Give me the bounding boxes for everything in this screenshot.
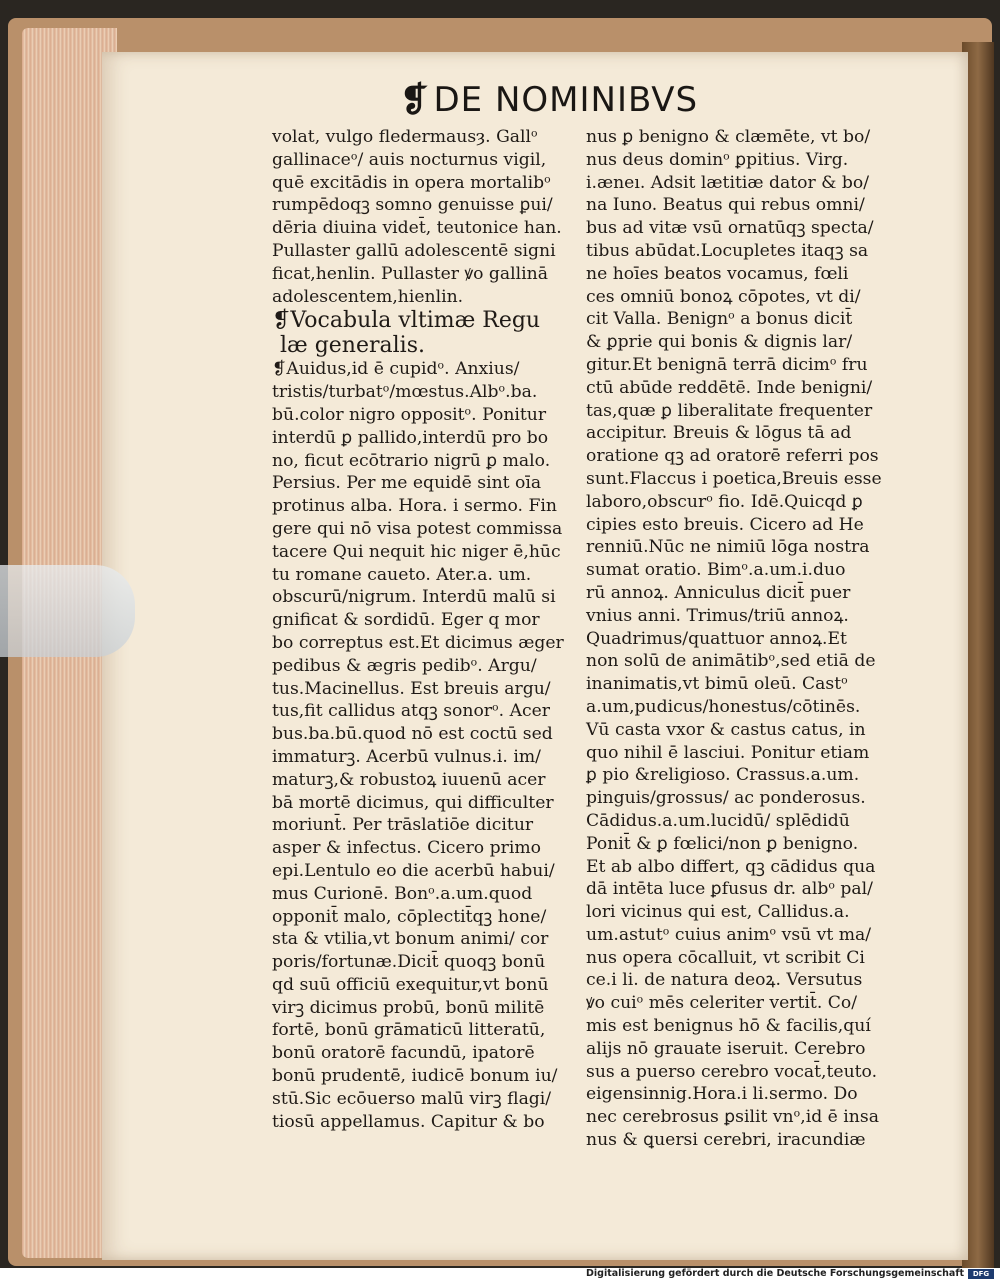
text-line: tacere Qui nequit hic niger ē,hūc xyxy=(272,541,561,562)
text-line: na Iuno. Beatus qui rebus omni/ xyxy=(586,195,865,216)
footer-bar xyxy=(0,1268,1000,1280)
text-line: a.um,pudicus/honestus/cōtinēs. xyxy=(586,696,861,717)
text-line: Ponit̄ & ꝑ fœlici/non ꝑ benigno. xyxy=(586,833,859,854)
scale-ruler xyxy=(0,565,135,657)
text-line: ❡Vocabula vltimæ Regu xyxy=(272,308,541,334)
text-line: rū annoꝝ. Anniculus dicit̄ puer xyxy=(586,582,851,603)
text-line: renniū.Nūc ne nimiū lōga nostra xyxy=(586,537,870,558)
text-line: ne hoīes beatos vocamus, fœli xyxy=(586,263,849,284)
text-line: mis est benignus hō & facilis,quí xyxy=(586,1016,871,1037)
text-line: accipitur. Breuis & lōgus tā ad xyxy=(586,423,852,444)
text-line: bā mortē dicimus, qui difficulter xyxy=(272,792,554,813)
text-line: nec cerebrosus ꝑsilit vnᵒ,id ē insa xyxy=(586,1107,879,1128)
text-line: rumpēdoqꝫ somno genuisse ꝑui/ xyxy=(272,195,553,216)
text-line: epi.Lentulo eo die acerbū habui/ xyxy=(272,860,555,881)
text-line: i.æneı. Adsit lætitiæ dator & bo/ xyxy=(586,172,870,193)
text-line: eigensinnig.Hora.i li.sermo. Do xyxy=(586,1084,858,1105)
text-line: laboro,obscurᵒ fio. Idē.Quicqd ꝑ xyxy=(586,491,863,512)
text-line: sumat oratio. Bimᵒ.a.um.i.duo xyxy=(586,560,846,581)
text-line: ꝑ pio &religioso. Crassus.a.um. xyxy=(586,765,860,786)
text-line: mus Curionē. Bonᵒ.a.um.quod xyxy=(272,883,533,904)
funding-notice: Digitalisierung gefördert durch die Deutsche Forschungsgemeinschaft xyxy=(586,1268,964,1279)
text-line: opponit̄ malo, cōplectit̄qꝫ hone/ xyxy=(272,906,547,927)
text-line: gnificat & sordidū. Eger q mor xyxy=(272,610,540,631)
text-line: tibus abūdat.Locupletes itaqꝫ sa xyxy=(586,240,869,261)
text-line: bo correptus est.Et dicimus æger xyxy=(272,632,564,653)
running-head-text: DE NOMINIBVS xyxy=(433,80,699,120)
text-line: dēria diuina videt̄, teutonice han. xyxy=(272,218,562,239)
text-line: immaturꝫ. Acerbū vulnus.i. im/ xyxy=(272,746,541,767)
text-line: vnius anni. Trimus/triū annoꝝ. xyxy=(586,605,849,626)
pilcrow-mark: ❡ xyxy=(400,80,430,120)
text-line: Quadrimus/quattuor annoꝝ.Et xyxy=(586,628,847,649)
text-line: cipies esto breuis. Cicero ad He xyxy=(586,514,864,535)
text-line: um.astutᵒ cuius animᵒ vsū vt ma/ xyxy=(586,924,872,945)
text-line: ꝟo cuiᵒ mēs celeriter vertit̄. Co/ xyxy=(586,993,858,1014)
text-line: Cādidus.a.um.lucidū/ splēdidū xyxy=(586,810,850,831)
dfg-logo: DFG xyxy=(968,1269,994,1279)
text-line: Et ab albo differt, qꝫ cādidus qua xyxy=(586,856,876,877)
text-line: nus deus dominᵒ ꝑpitius. Virg. xyxy=(586,149,849,170)
text-line: non solū de animātibᵒ,sed etiā de xyxy=(586,651,876,672)
text-line: ❡Auidus,id ē cupidᵒ. Anxius/ xyxy=(272,359,520,380)
text-line: pinguis/grossus/ ac ponderosus. xyxy=(586,788,866,809)
text-line: pedibus & ægris pedibᵒ. Argu/ xyxy=(272,655,537,676)
text-line: qd suū officiū exequitur,vt bonū xyxy=(272,974,549,995)
text-line: tas,quæ ꝑ liberalitate frequenter xyxy=(586,400,873,421)
left-text-column xyxy=(272,126,570,1133)
text-line: nus opera cōcalluit, vt scribit Ci xyxy=(586,947,865,968)
text-line: & ꝑprie qui bonis & dignis lar/ xyxy=(586,332,853,353)
text-line: ce.i li. de natura deoꝝ. Versutus xyxy=(586,970,863,991)
text-line: no, ficut ecōtrario nigrū ꝑ malo. xyxy=(272,450,551,471)
text-line: gere qui nō visa potest commissa xyxy=(272,518,563,539)
text-line: oratione qꝫ ad oratorē referri pos xyxy=(586,446,879,467)
text-line: dā intēta luce ꝑfusus dr. albᵒ pal/ xyxy=(586,879,873,900)
text-line: ctū abūde reddētē. Inde benigni/ xyxy=(586,377,873,398)
text-line: adolescentem,hienlin. xyxy=(272,286,464,307)
text-line: Persius. Per me equidē sint oīa xyxy=(272,473,542,494)
text-line: tus,fit callidus atqꝫ sonorᵒ. Acer xyxy=(272,701,550,722)
text-line: bus ad vitæ vsū ornatūqꝫ specta/ xyxy=(586,218,874,239)
text-line: inanimatis,vt bimū oleū. Castᵒ xyxy=(586,674,848,695)
text-line: læ generalis. xyxy=(280,333,425,359)
text-line: alijs nō grauate iseruit. Cerebro xyxy=(586,1038,866,1059)
text-line: nus & ꝗuersi cerebri, iracundiæ xyxy=(586,1130,866,1151)
text-line: cit Valla. Benignᵒ a bonus dicit̄ xyxy=(586,309,853,330)
text-line: sus a puerso cerebro vocat̄,teuto. xyxy=(586,1061,878,1082)
text-line: ficat,henlin. Pullaster ꝟo gallinā xyxy=(272,263,548,284)
text-line: sta & vtilia,vt bonum animi/ cor xyxy=(272,929,549,950)
text-line: tristis/turbatᵒ/mœstus.Albᵒ.ba. xyxy=(272,382,538,403)
right-text-column xyxy=(586,126,886,1152)
text-line: Pullaster gallū adolescentē signi xyxy=(272,240,556,261)
text-line: fortē, bonū grāmaticū litteratū, xyxy=(272,1020,546,1041)
text-line: gallinaceᵒ/ auis nocturnus vigil, xyxy=(272,149,547,170)
text-line: stū.Sic ecōuerso malū virꝫ flagi/ xyxy=(272,1088,552,1109)
text-line: quo nihil ē lasciui. Ponitur etiam xyxy=(586,742,870,763)
text-line: virꝫ dicimus probū, bonū militē xyxy=(272,997,545,1018)
text-line: quē excitādis in opera mortalibᵒ xyxy=(272,172,551,193)
text-line: gitur.Et benignā terrā dicimᵒ fru xyxy=(586,354,868,375)
text-line: tiosū appellamus. Capitur & bo xyxy=(272,1111,545,1132)
text-line: tus.Macinellus. Est breuis argu/ xyxy=(272,678,551,699)
text-line: poris/fortunæ.Dicit̄ quoqꝫ bonū xyxy=(272,952,546,973)
text-line: tu romane caueto. Ater.a. um. xyxy=(272,564,532,585)
text-line: ces omniū bonoꝝ cōpotes, vt di/ xyxy=(586,286,861,307)
text-line: bus.ba.bū.quod nō est coctū sed xyxy=(272,724,553,745)
text-line: bū.color nigro oppositᵒ. Ponitur xyxy=(272,404,547,425)
text-line: protinus alba. Hora. i sermo. Fin xyxy=(272,496,557,517)
text-line: obscurū/nigrum. Interdū malū si xyxy=(272,587,556,608)
text-line: maturꝫ,& robustoꝝ iuuenū acer xyxy=(272,769,546,790)
text-line: bonū oratorē facundū, ipatorē xyxy=(272,1043,535,1064)
text-line: moriunt̄. Per trāslatiōe dicitur xyxy=(272,815,534,836)
text-line: nus ꝑ benigno & clæmēte, vt bo/ xyxy=(586,127,871,147)
running-head xyxy=(400,80,720,124)
text-line: bonū prudentē, iudicē bonum iu/ xyxy=(272,1066,558,1087)
text-line: lori vicinus qui est, Callidus.a. xyxy=(586,902,850,923)
text-line: asper & infectus. Cicero primo xyxy=(272,838,541,859)
text-line: Vū casta vxor & castus catus, in xyxy=(586,719,866,740)
text-line: volat, vulgo fledermausȝ. Gallᵒ xyxy=(272,127,538,147)
text-line: sunt.Flaccus i poetica,Breuis esse xyxy=(586,468,882,489)
text-line: interdū ꝑ pallido,interdū pro bo xyxy=(272,427,549,448)
